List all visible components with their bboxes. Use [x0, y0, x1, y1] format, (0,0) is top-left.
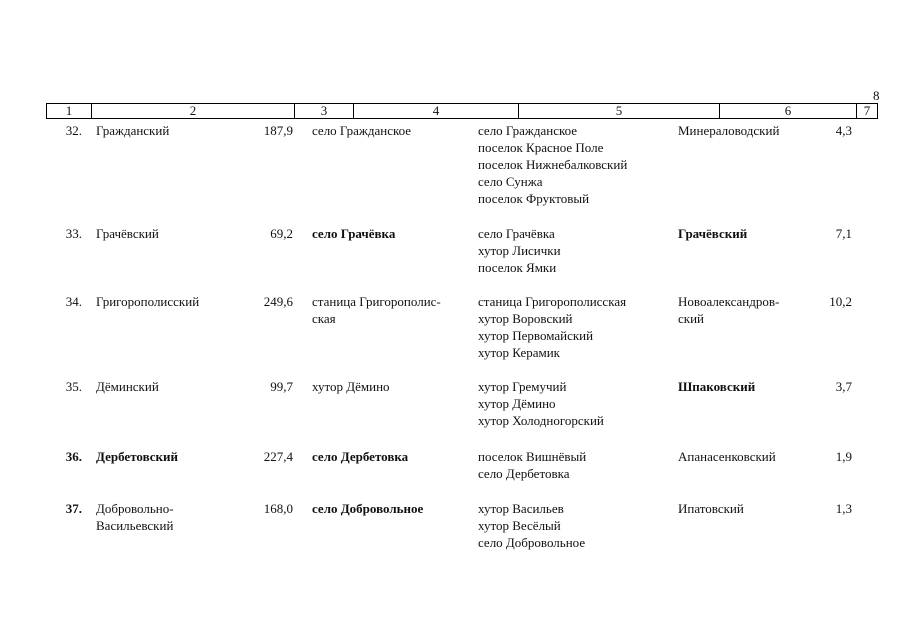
header-col-2: 2 — [91, 104, 294, 118]
header-col-4: 4 — [353, 104, 518, 118]
municipality-name: Дёминский — [96, 379, 159, 394]
area-value: 249,6 — [263, 294, 293, 309]
settlements-list: хутор Гремучий хутор Дёмино хутор Холодногорский — [478, 379, 604, 428]
header-col-3: 3 — [294, 104, 353, 118]
row-number: 37. — [65, 501, 82, 516]
value-cell: 1,9 — [835, 449, 852, 464]
district-name: Минераловодский — [678, 123, 780, 138]
district-name: Новоалександров- ский — [678, 294, 780, 326]
settlements-list: село Грачёвка хутор Лисички поселок Ямки — [478, 226, 561, 275]
admin-center: село Добровольное — [312, 501, 424, 516]
area-value: 69,2 — [270, 226, 293, 241]
admin-center: село Дербетовка — [312, 449, 409, 464]
area-value: 99,7 — [270, 379, 293, 394]
table-header — [46, 103, 878, 119]
district-name: Грачёвский — [678, 226, 748, 241]
admin-center: село Гражданское — [312, 123, 412, 138]
municipality-name: Гражданский — [96, 123, 170, 138]
page-number: 8 — [873, 88, 880, 103]
area-value: 227,4 — [263, 449, 293, 464]
settlements-list: станица Григорополисская хутор Воровский хутор Первомайский хутор Керамик — [478, 294, 627, 360]
municipality-name: Григорополисский — [96, 294, 200, 309]
area-value: 168,0 — [263, 501, 293, 516]
header-col-7: 7 — [856, 104, 877, 118]
admin-center: станица Григорополис- ская — [312, 294, 441, 326]
row-number: 32. — [65, 123, 82, 138]
municipality-name: Дербетовский — [96, 449, 179, 464]
row-number: 33. — [65, 226, 82, 241]
settlements-list: поселок Вишнёвый село Дербетовка — [478, 449, 587, 481]
value-cell: 7,1 — [835, 226, 852, 241]
admin-center: хутор Дёмино — [312, 379, 390, 394]
header-col-6: 6 — [719, 104, 856, 118]
settlements-list: хутор Васильев хутор Весёлый село Добровольное — [478, 501, 586, 550]
municipality-name: Грачёвский — [96, 226, 159, 241]
header-col-5: 5 — [518, 104, 719, 118]
header-col-1: 1 — [65, 103, 73, 118]
value-cell: 4,3 — [835, 123, 852, 138]
area-value: 187,9 — [263, 123, 293, 138]
district-name: Ипатовский — [678, 501, 744, 516]
row-number: 36. — [65, 449, 82, 464]
district-name: Апанасенковский — [678, 449, 776, 464]
district-name: Шпаковский — [678, 379, 756, 394]
value-cell: 10,2 — [829, 294, 852, 309]
value-cell: 1,3 — [835, 501, 852, 516]
value-cell: 3,7 — [835, 379, 852, 394]
row-number: 35. — [65, 379, 82, 394]
admin-center: село Грачёвка — [312, 226, 396, 241]
row-number: 34. — [65, 294, 82, 309]
settlements-list: село Гражданское поселок Красное Поле поселок Нижнебалковский село Сунжа поселок Фруктовый — [478, 123, 628, 206]
municipality-name: Добровольно- Васильевский — [96, 501, 174, 533]
